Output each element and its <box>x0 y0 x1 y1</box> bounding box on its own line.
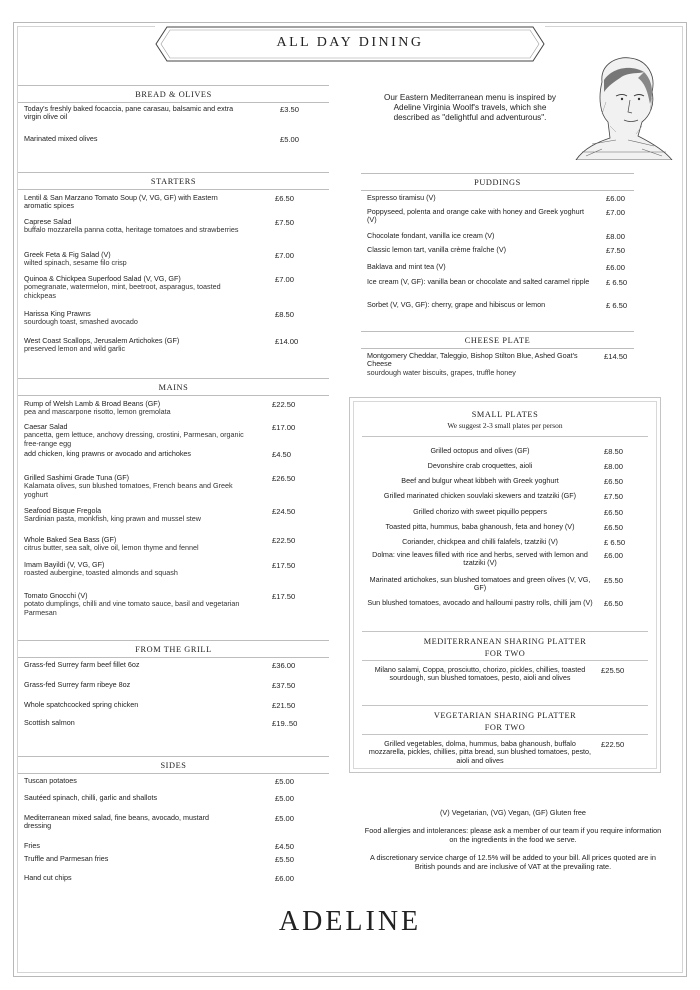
mains-item-description: roasted aubergine, toasted almonds and squash <box>24 568 178 578</box>
med-divider-2 <box>362 660 648 661</box>
puddings-section-title: PUDDINGS <box>361 173 634 191</box>
small-item-name: Grilled octopus and olives (GF) <box>430 446 530 455</box>
sides-item <box>24 794 229 802</box>
med-divider <box>362 631 648 632</box>
sides-item-name: Truffle and Parmesan fries <box>24 854 109 863</box>
starters-item-price: £8.50 <box>275 310 295 319</box>
starters-item-description: pomegranate, watermelon, mint, beetroot, asparagus, toasted chickpeas <box>24 282 221 300</box>
sides-item-price: £6.00 <box>275 874 295 883</box>
puddings-item-name: Classic lemon tart, vanilla crème fraîche (V) <box>367 245 507 254</box>
starters-item-price: £14.00 <box>275 337 299 346</box>
starters-item-description: buffalo mozzarella panna cotta, heritage tomatoes and strawberries <box>24 225 239 235</box>
puddings-item <box>367 278 592 286</box>
mains-item <box>24 400 254 417</box>
grill-item-price: £19..50 <box>272 719 298 728</box>
veg-divider-2 <box>362 734 648 735</box>
puddings-item-price: £7.50 <box>606 246 626 255</box>
starters-item-description: wilted spinach, sesame filo crisp <box>24 258 127 268</box>
small-item-name: Devonshire crab croquettes, aioli <box>427 461 533 470</box>
small-plates-title: SMALL PLATES <box>471 410 539 419</box>
mains-item-price: £4.50 <box>272 450 292 459</box>
mains-item-description: citrus butter, sea salt, olive oil, lemon thyme and fennel <box>24 543 199 553</box>
mains-item-name: Grilled Sashimi Grade Tuna (GF) <box>24 473 130 482</box>
starters-item-name: Lentil & San Marzano Tomato Soup (V, VG, GF) with Eastern aromatic spices <box>24 193 218 211</box>
mains-item-price: £22.50 <box>272 536 296 545</box>
starters-item <box>24 218 239 235</box>
mains-item-price: £17.50 <box>272 561 296 570</box>
mains-item <box>24 507 254 524</box>
starters-item <box>24 275 239 300</box>
mains-item-description: pancetta, gem lettuce, anchovy dressing, crostini, Parmesan, organic free-range egg <box>24 430 244 448</box>
grill-item-price: £36.00 <box>272 661 296 670</box>
small-item-price: £6.50 <box>604 508 624 517</box>
puddings-item <box>367 194 592 202</box>
sides-item-name: Mediterranean mixed salad, fine beans, avocado, mustard dressing <box>24 813 209 831</box>
starters-item-name: Quinoa & Chickpea Superfood Salad (V, VG, GF) <box>24 274 181 283</box>
veg-divider <box>362 705 648 706</box>
small-item-price: £ 6.50 <box>604 538 626 547</box>
sides-item <box>24 777 229 785</box>
small-item-name: Grilled marinated chicken souvlaki skewers and tzatziki (GF) <box>383 491 577 500</box>
puddings-item-price: £ 6.50 <box>606 278 628 287</box>
starters-item-name: Greek Feta & Fig Salad (V) <box>24 250 111 259</box>
dietary-key: (V) Vegetarian, (VG) Vegan, (GF) Gluten free <box>439 808 586 817</box>
grill-item-name: Whole spatchcocked spring chicken <box>24 700 139 709</box>
small-plates-divider <box>362 436 648 437</box>
sides-item <box>24 874 229 882</box>
bread-section-title: BREAD & OLIVES <box>18 85 329 103</box>
starters-item-price: £7.00 <box>275 251 295 260</box>
puddings-item-name: Ice cream (V, GF): vanilla bean or chocolate and salted caramel ripple <box>367 277 590 286</box>
med-title-2: FOR TWO <box>484 649 526 658</box>
sides-item-name: Tuscan potatoes <box>24 776 77 785</box>
sides-item-name: Hand cut chips <box>24 873 72 882</box>
puddings-item-price: £8.00 <box>606 232 626 241</box>
veg-price: £22.50 <box>601 740 625 749</box>
mains-item <box>24 561 254 578</box>
sides-item-price: £4.50 <box>275 842 295 851</box>
mains-item-description: potato dumplings, chilli and vine tomato sauce, basil and vegetarian Parmesan <box>24 599 240 617</box>
bread-item-name: Marinated mixed olives <box>24 134 98 143</box>
med-price: £25.50 <box>601 666 625 675</box>
grill-item-price: £37.50 <box>272 681 296 690</box>
small-item-price: £6.50 <box>604 477 624 486</box>
small-item-price: £6.50 <box>604 523 624 532</box>
mains-item-price: £22.50 <box>272 400 296 409</box>
sides-section-title: SIDES <box>18 756 329 774</box>
puddings-item-price: £7.00 <box>606 208 626 217</box>
puddings-item-name: Poppyseed, polenta and orange cake with honey and Greek yoghurt (V) <box>367 207 584 225</box>
sides-item-price: £5.00 <box>275 794 295 803</box>
sides-item-name: Fries <box>24 841 40 850</box>
mains-item-name: Seafood Bisque Fregola <box>24 506 102 515</box>
service-note: A discretionary service charge of 12.5% will be added to your bill. All prices quoted are in British pounds and are inclusive of VAT at the prevailing rate. <box>370 853 656 871</box>
starters-section-title: STARTERS <box>18 172 329 190</box>
mains-item-price: £24.50 <box>272 507 296 516</box>
mains-item-description: Sardinian pasta, monkfish, king prawn and mussel stew <box>24 514 201 524</box>
mains-item-price: £17.00 <box>272 423 296 432</box>
mains-item-description: Kalamata olives, sun blushed tomatoes, French beans and Greek yoghurt <box>24 481 233 499</box>
starters-item-description: sourdough toast, smashed avocado <box>24 317 138 327</box>
starters-item <box>24 337 239 354</box>
small-item-price: £5.50 <box>604 576 624 585</box>
starters-item-price: £7.50 <box>275 218 295 227</box>
starters-item-name: Caprese Salad <box>24 217 72 226</box>
mains-item <box>24 474 254 499</box>
bread-item-name: Today's freshly baked focaccia, pane carasau, balsamic and extra virgin olive oil <box>24 104 234 122</box>
starters-item-name: Harissa King Prawns <box>24 309 91 318</box>
small-item-name: Grilled chorizo with sweet piquillo peppers <box>413 507 547 516</box>
mains-item <box>24 592 254 617</box>
grill-item <box>24 661 254 669</box>
puddings-item-price: £6.00 <box>606 263 626 272</box>
mains-item-name: add chicken, king prawns or avocado and artichokes <box>24 449 192 458</box>
cheese-item-name: Montgomery Cheddar, Taleggio, Bishop Stilton Blue, Ashed Goat's Cheese <box>367 351 578 369</box>
puddings-item <box>367 232 592 240</box>
small-item-price: £6.00 <box>604 551 624 560</box>
cheese-item-description: sourdough water biscuits, grapes, truffle honey <box>367 367 516 377</box>
bread-item-price: £5.00 <box>280 135 300 144</box>
puddings-item-price: £6.00 <box>606 194 626 203</box>
mains-item <box>24 423 254 448</box>
grill-section-title: FROM THE GRILL <box>18 640 329 658</box>
puddings-item-name: Baklava and mint tea (V) <box>367 262 446 271</box>
puddings-item <box>367 246 592 254</box>
puddings-item-name: Chocolate fondant, vanilla ice cream (V) <box>367 231 495 240</box>
mains-item-description: pea and mascarpone risotto, lemon gremolata <box>24 407 171 417</box>
mains-item <box>24 450 254 458</box>
small-item-price: £8.00 <box>604 462 624 471</box>
small-item-price: £7.50 <box>604 492 624 501</box>
starters-item <box>24 310 239 327</box>
small-item-name: Coriander, chickpea and chilli falafels, tzatziki (V) <box>402 537 558 546</box>
mains-item-name: Imam Bayildi (V, VG, GF) <box>24 560 105 569</box>
starters-item <box>24 194 239 211</box>
mains-item <box>24 536 254 553</box>
sides-item <box>24 855 229 863</box>
mains-item-name: Rump of Welsh Lamb & Broad Beans (GF) <box>24 399 161 408</box>
sides-item-price: £5.00 <box>275 814 295 823</box>
mains-item-price: £26.50 <box>272 474 296 483</box>
puddings-item-price: £ 6.50 <box>606 301 628 310</box>
mains-item-name: Caesar Salad <box>24 422 68 431</box>
grill-item <box>24 719 254 727</box>
grill-item-name: Scottish salmon <box>24 718 75 727</box>
allergy-note: Food allergies and intolerances: please ask a member of our team if you require information on the ingredients in the food we serve. <box>364 826 662 844</box>
small-plates-subtitle: We suggest 2-3 small plates per person <box>447 421 563 430</box>
starters-item-name: West Coast Scallops, Jerusalem Artichokes (GF) <box>24 336 180 345</box>
adeline-logo: ADELINE <box>278 906 422 937</box>
puddings-item <box>367 263 592 271</box>
title-banner <box>155 26 545 62</box>
sides-item-name: Sautéed spinach, chilli, garlic and shallots <box>24 793 158 802</box>
veg-title: VEGETARIAN SHARING PLATTER <box>433 711 577 720</box>
grill-item <box>24 681 254 689</box>
mains-item-price: £17.50 <box>272 592 296 601</box>
sides-item <box>24 842 229 850</box>
small-item-name: Toasted pitta, hummus, baba ghanoush, feta and honey (V) <box>385 522 575 531</box>
starters-item-price: £7.00 <box>275 275 295 284</box>
small-item-name: Marinated artichokes, sun blushed tomatoes and green olives (V, VG, GF) <box>369 575 591 593</box>
puddings-item-name: Espresso tiramisu (V) <box>367 193 436 202</box>
starters-item-price: £6.50 <box>275 194 295 203</box>
starters-item-description: preserved lemon and wild garlic <box>24 344 126 354</box>
cheese-item <box>367 352 587 377</box>
intro-text: Our Eastern Mediterranean menu is inspired by Adeline Virginia Woolf's travels, which she described as "delightful and adventurous". <box>383 93 557 122</box>
grill-item <box>24 701 254 709</box>
puddings-item <box>367 301 592 309</box>
small-item-name: Dolma: vine leaves filled with rice and herbs, served with lemon and tzatziki (V) <box>372 550 588 568</box>
small-item-price: £8.50 <box>604 447 624 456</box>
mains-item-name: Tomato Gnocchi (V) <box>24 591 88 600</box>
bread-item <box>24 105 239 122</box>
bread-item <box>24 135 239 143</box>
sides-item-price: £5.50 <box>275 855 295 864</box>
med-description: Milano salami, Coppa, prosciutto, chorizo, pickles, chillies, toasted sourdough, sun blushed tomatoes, pesto, aioli and olives <box>374 665 586 683</box>
portrait-illustration <box>572 52 674 160</box>
small-item-name: Beef and bulgur wheat kibbeh with Greek yoghurt <box>401 476 559 485</box>
puddings-item <box>367 208 592 225</box>
sides-item <box>24 814 229 831</box>
small-item-price: £6.50 <box>604 599 624 608</box>
med-title: MEDITERRANEAN SHARING PLATTER <box>423 637 587 646</box>
grill-item-price: £21.50 <box>272 701 296 710</box>
veg-description: Grilled vegetables, dolma, hummus, baba ghanoush, buffalo mozzarella, pickles, chillies, pitta bread, sun blushed tomatoes, pesto, aioli and olives <box>368 739 592 765</box>
bread-item-price: £3.50 <box>280 105 300 114</box>
mains-section-title: MAINS <box>18 378 329 396</box>
cheese-item-price: £14.50 <box>604 352 628 361</box>
cheese-section-title: CHEESE PLATE <box>361 331 634 349</box>
sides-item-price: £5.00 <box>275 777 295 786</box>
page-title: ALL DAY DINING <box>276 35 424 50</box>
grill-item-name: Grass-fed Surrey farm ribeye 8oz <box>24 680 131 689</box>
small-item-name: Sun blushed tomatoes, avocado and halloumi pastry rolls, chilli jam (V) <box>367 598 593 607</box>
starters-item <box>24 251 239 268</box>
veg-title-2: FOR TWO <box>484 723 526 732</box>
grill-item-name: Grass-fed Surrey farm beef fillet 6oz <box>24 660 140 669</box>
mains-item-name: Whole Baked Sea Bass (GF) <box>24 535 117 544</box>
puddings-item-name: Sorbet (V, VG, GF): cherry, grape and hibiscus or lemon <box>367 300 546 309</box>
